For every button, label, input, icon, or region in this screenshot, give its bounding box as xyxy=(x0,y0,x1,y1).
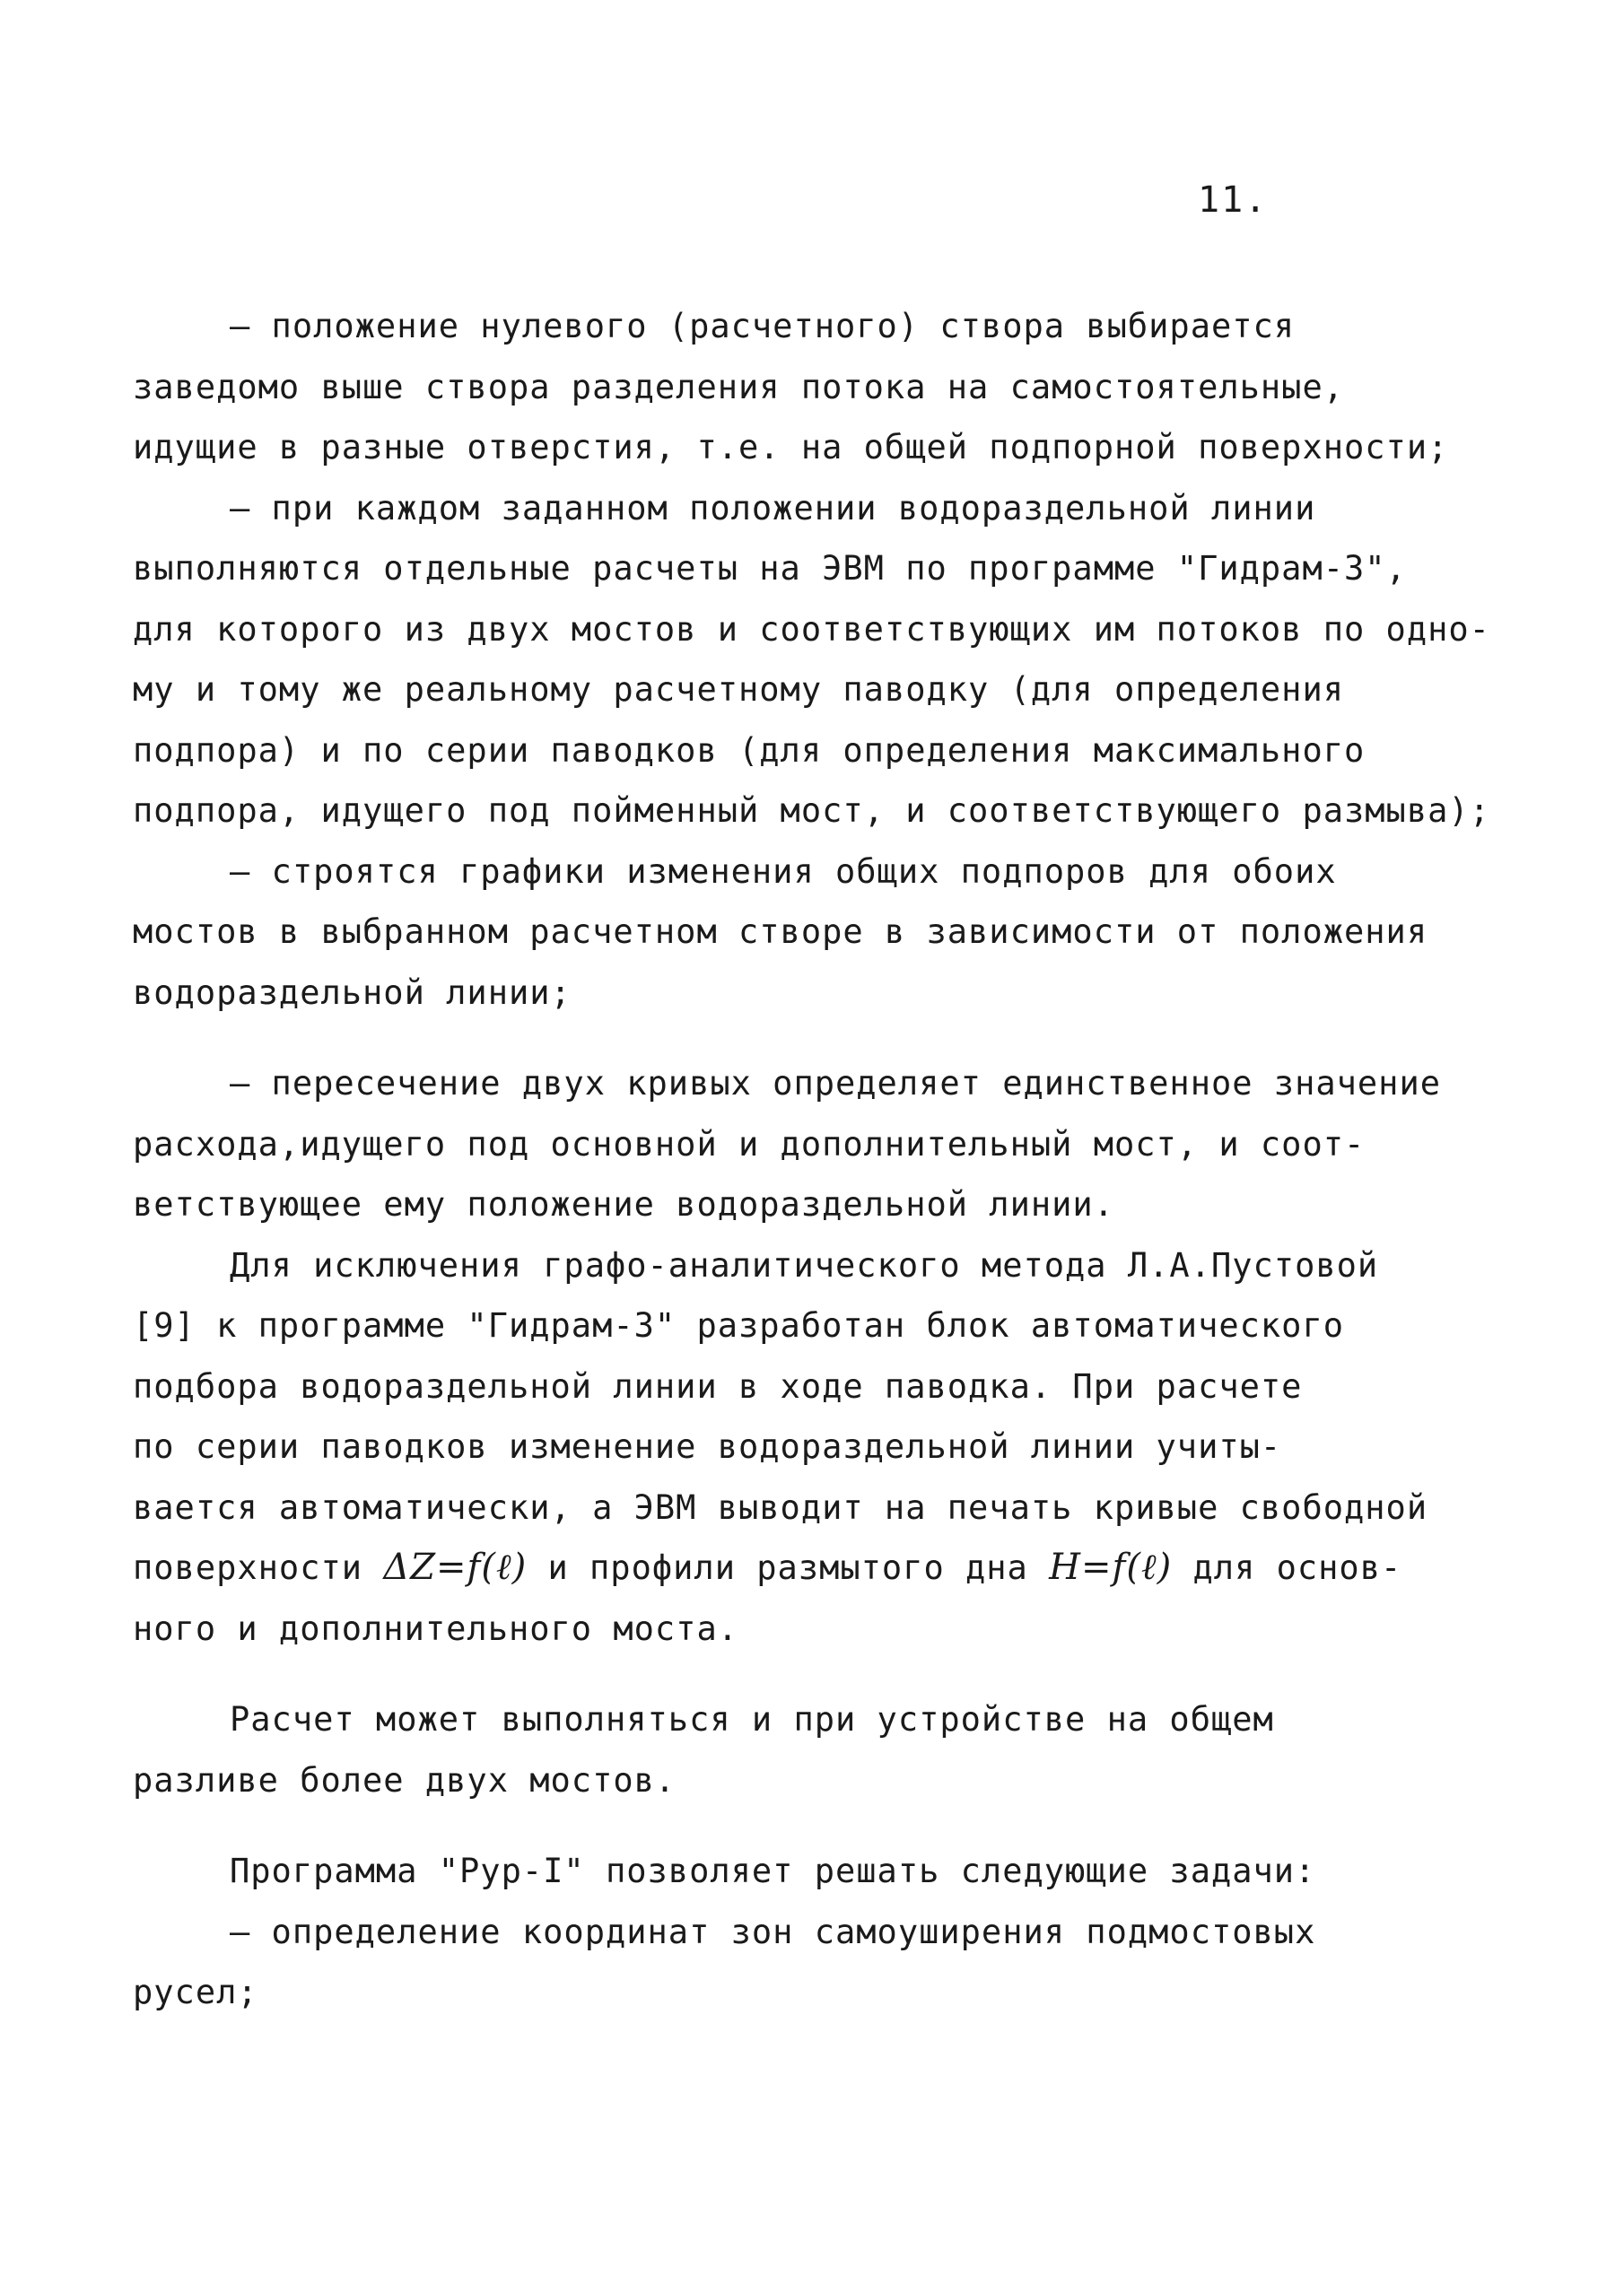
text-line: мостов в выбранном расчетном створе в зависимости от положения xyxy=(133,912,1428,951)
text-line: подпора, идущего под пойменный мост, и соответствующего размыва); xyxy=(133,791,1490,830)
text-line: водораздельной линии; xyxy=(133,972,572,1012)
page-number: 11. xyxy=(1198,179,1269,221)
text-line: Для исключения графо-аналитического метода Л.А.Пустовой xyxy=(230,1245,1379,1285)
text-line: – строятся графики изменения общих подпоров для обоих xyxy=(230,851,1337,891)
text-fragment: и профили размытого дна xyxy=(547,1548,1028,1587)
text-line: – положение нулевого (расчетного) створа выбирается xyxy=(230,307,1296,345)
paragraph-gap xyxy=(133,1023,1461,1053)
text-line: – при каждом заданном положении водораздельной линии xyxy=(230,488,1316,528)
text-line: по серии паводков изменение водораздельной линии учиты- xyxy=(133,1427,1282,1466)
text-line: подбора водораздельной линии в ходе паводка. При расчете xyxy=(133,1366,1303,1406)
text-line: ветствующее ему положение водораздельной линии. xyxy=(133,1185,1114,1224)
text-line: му и тому же реальному расчетному паводку (для определения xyxy=(133,670,1345,709)
text-line: вается автоматически, а ЭВМ выводит на печать кривые свободной xyxy=(133,1487,1428,1527)
text-line: Расчет может выполняться и при устройстве на общем xyxy=(230,1700,1274,1739)
text-line: для которого из двух мостов и соответствующих им потоков по одно- xyxy=(133,609,1490,649)
text-line: – определение координат зон самоуширения подмостовых xyxy=(230,1912,1316,1951)
text-line: расхода,идущего под основной и дополнительный мост, и соот- xyxy=(133,1124,1366,1164)
formula-delta-z: ΔZ=f(ℓ) xyxy=(383,1547,528,1588)
paragraph-gap xyxy=(133,1659,1461,1689)
text-line: заведомо выше створа разделения потока на самостоятельные, xyxy=(133,367,1345,406)
text-line: ного и дополнительного моста. xyxy=(133,1609,739,1648)
text-fragment: поверхности xyxy=(133,1548,363,1587)
formula-h: H=f(ℓ) xyxy=(1049,1547,1173,1588)
text-fragment: для основ- xyxy=(1192,1548,1402,1587)
text-line-with-formulas xyxy=(133,1538,1461,1599)
text-line: идущие в разные отверстия, т.е. на общей подпорной поверхности; xyxy=(133,428,1449,467)
body-text xyxy=(133,296,1490,2023)
text-line: Программа "Рур-I" позволяет решать следующие задачи: xyxy=(230,1852,1316,1890)
text-line: русел; xyxy=(133,1973,258,2011)
text-line: выполняются отдельные расчеты на ЭВМ по программе "Гидрам-3", xyxy=(133,549,1407,588)
text-line: [9] к программе "Гидрам-3" разработан блок автоматического xyxy=(133,1306,1345,1345)
text-line: разливе более двух мостов. xyxy=(133,1760,677,1800)
paragraph-gap xyxy=(133,1810,1461,1841)
text-line: подпора) и по серии паводков (для определения максимального xyxy=(133,730,1366,770)
text-line: – пересечение двух кривых определяет единственное значение xyxy=(230,1064,1442,1103)
